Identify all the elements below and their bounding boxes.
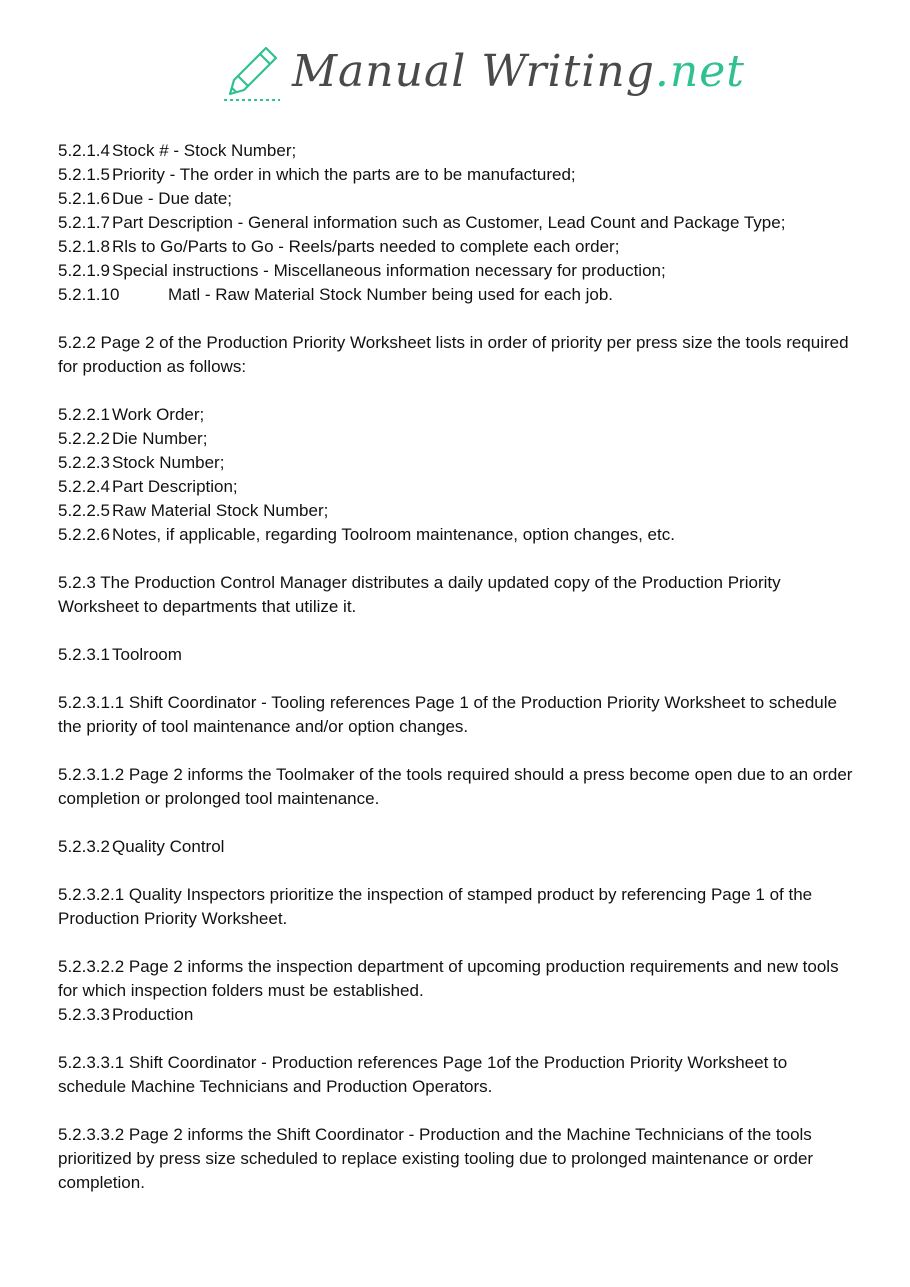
- section-number: 5.2.3.3: [58, 1005, 110, 1024]
- section-heading: [58, 1003, 858, 1027]
- item-number: 5.2.2.6: [58, 525, 110, 544]
- section-title: Toolroom: [112, 645, 182, 664]
- section-title: Production: [112, 1005, 194, 1024]
- list-item: [58, 451, 858, 475]
- item-text: Special instructions - Miscellaneous information necessary for production;: [112, 261, 666, 280]
- list-item: [58, 427, 858, 451]
- item-number: 5.2.1.7: [58, 213, 110, 232]
- item-number: 5.2.1.9: [58, 261, 110, 280]
- item-text: Raw Material Stock Number;: [112, 501, 329, 520]
- list-item: [58, 523, 858, 547]
- list-item: [58, 499, 858, 523]
- item-number: 5.2.1.10: [58, 285, 120, 304]
- item-text: Part Description;: [112, 477, 238, 496]
- section-heading: [58, 643, 858, 667]
- paragraph-5-2-2: 5.2.2 Page 2 of the Production Priority Worksheet lists in order of priority per press size the tools required for production as follows:: [58, 333, 849, 376]
- list-item: [58, 403, 858, 427]
- document-body: [58, 139, 858, 1195]
- item-text: Due - Due date;: [112, 189, 233, 208]
- item-number: 5.2.2.2: [58, 429, 110, 448]
- item-number: 5.2.2.4: [58, 477, 110, 496]
- list-item: [58, 139, 858, 163]
- paragraph-5-2-3-3-1: 5.2.3.3.1 Shift Coordinator - Production references Page 1of the Production Priority Worksheet to schedule Machine Technicians and Production Operators.: [58, 1053, 788, 1096]
- section-number: 5.2.3.2: [58, 837, 110, 856]
- item-number: 5.2.1.6: [58, 189, 110, 208]
- site-logo: [220, 34, 745, 114]
- item-text: Die Number;: [112, 429, 208, 448]
- list-item: [58, 259, 858, 283]
- section-heading: [58, 835, 858, 859]
- item-text: Matl - Raw Material Stock Number being used for each job.: [168, 285, 614, 304]
- list-item: [58, 283, 858, 307]
- paragraph-5-2-3-2-2: 5.2.3.2.2 Page 2 informs the inspection department of upcoming production requirements and new tools for which inspection folders must be established.: [58, 957, 839, 1000]
- section-number: 5.2.3.1: [58, 645, 110, 664]
- list-item: [58, 211, 858, 235]
- paragraph-5-2-3-1-1: 5.2.3.1.1 Shift Coordinator - Tooling references Page 1 of the Production Priority Worksheet to schedule the priority of tool maintenance and/or option changes.: [58, 693, 837, 736]
- item-number: 5.2.2.5: [58, 501, 110, 520]
- list-item: [58, 187, 858, 211]
- pencil-icon: [220, 36, 290, 106]
- section-title: Quality Control: [112, 837, 225, 856]
- logo-wordmark: [292, 46, 745, 97]
- item-number: 5.2.1.5: [58, 165, 110, 184]
- list-item: [58, 475, 858, 499]
- paragraph-5-2-3-3-2: 5.2.3.3.2 Page 2 informs the Shift Coordinator - Production and the Machine Technicians of the tools prioritized by press size scheduled to replace existing tooling due to prolonged maintenance or order completion.: [58, 1125, 814, 1192]
- item-number: 5.2.2.3: [58, 453, 110, 472]
- logo-brand: Manual Writing: [292, 46, 655, 97]
- paragraph-5-2-3: 5.2.3 The Production Control Manager distributes a daily updated copy of the Production Priority Worksheet to departments that utilize it.: [58, 573, 781, 616]
- item-text: Part Description - General information such as Customer, Lead Count and Package Type;: [112, 213, 786, 232]
- item-text: Stock # - Stock Number;: [112, 141, 297, 160]
- item-text: Priority - The order in which the parts are to be manufactured;: [112, 165, 576, 184]
- item-text: Work Order;: [112, 405, 205, 424]
- logo-tld: .net: [654, 46, 745, 97]
- list-item: [58, 163, 858, 187]
- item-number: 5.2.1.8: [58, 237, 110, 256]
- item-text: Rls to Go/Parts to Go - Reels/parts needed to complete each order;: [112, 237, 620, 256]
- item-number: 5.2.1.4: [58, 141, 110, 160]
- list-item: [58, 235, 858, 259]
- paragraph-5-2-3-2-1: 5.2.3.2.1 Quality Inspectors prioritize the inspection of stamped product by referencing Page 1 of the Production Priority Worksheet.: [58, 885, 813, 928]
- item-text: Notes, if applicable, regarding Toolroom maintenance, option changes, etc.: [112, 525, 675, 544]
- paragraph-5-2-3-1-2: 5.2.3.1.2 Page 2 informs the Toolmaker of the tools required should a press become open due to an order completion or prolonged tool maintenance.: [58, 765, 853, 808]
- item-text: Stock Number;: [112, 453, 225, 472]
- item-number: 5.2.2.1: [58, 405, 110, 424]
